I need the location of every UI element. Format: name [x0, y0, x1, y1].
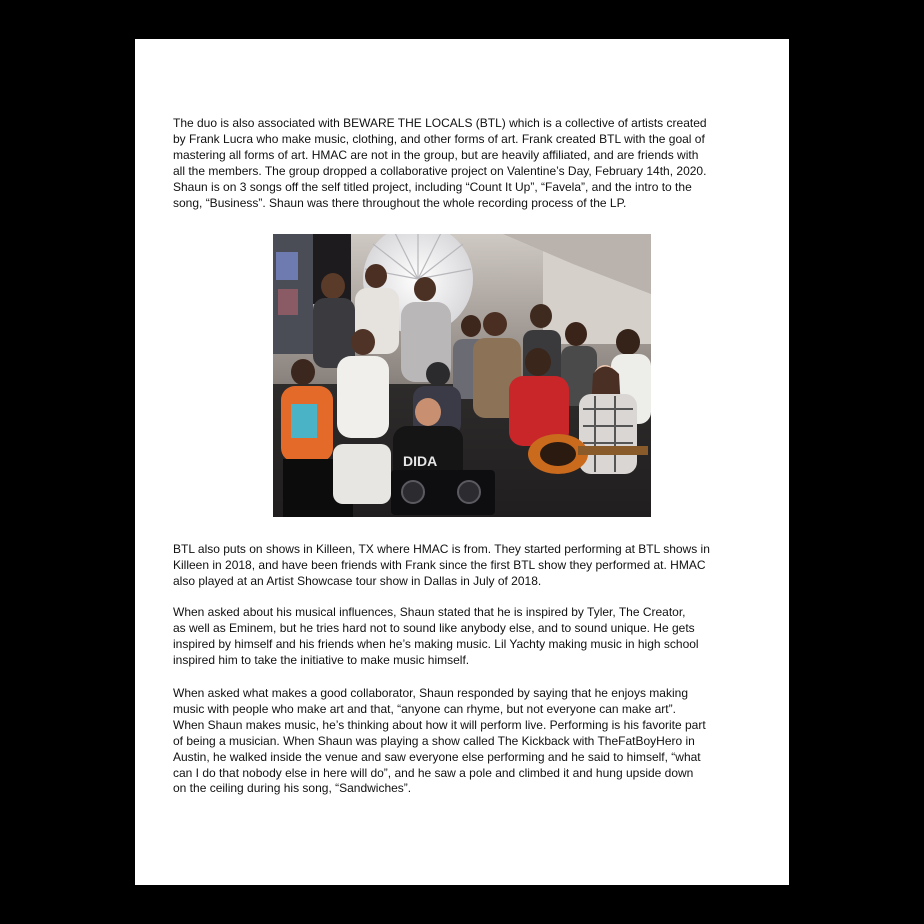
text-line: When Shaun makes music, he’s thinking about how it will perform live. Performing is his favorite part	[173, 717, 706, 732]
text-line: Shaun is on 3 songs off the self titled project, including “Count It Up”, “Favela”, and the intro to the	[173, 179, 692, 194]
text-line: The duo is also associated with BEWARE THE LOCALS (BTL) which is a collective of artists created	[173, 116, 707, 130]
shirt-print: DIDA	[403, 453, 438, 469]
text-line: of being a musician. When Shaun was playing a show called The Kickback with TheFatBoyHero in	[173, 733, 695, 748]
text-line: When asked what makes a good collaborator, Shaun responded by saying that he enjoys making	[173, 686, 688, 700]
text-line: inspired by himself and his friends when he’s making music. Lil Yachty making music in high school	[173, 636, 699, 651]
text-line: BTL also puts on shows in Killeen, TX where HMAC is from. They started performing at BTL shows in	[173, 542, 710, 556]
text-line: Killeen in 2018, and have been friends with Frank since the first BTL show they performed at. HMAC	[173, 557, 706, 572]
text-line: as well as Eminem, but he tries hard not to sound like anybody else, and to sound unique. He gets	[173, 620, 695, 635]
text-line: mastering all forms of art. HMAC are not in the group, but are heavily affiliated, and are friends with	[173, 147, 699, 162]
text-line: song, “Business”. Shaun was there throughout the whole recording process of the LP.	[173, 195, 627, 210]
group-photo	[273, 234, 651, 517]
text-line: by Frank Lucra who make music, clothing, and other forms of art. Frank created BTL with the goal of	[173, 131, 705, 146]
paragraph-influences	[173, 605, 753, 669]
text-line: When asked about his musical influences, Shaun stated that he is inspired by Tyler, The Creator,	[173, 605, 686, 619]
text-line: can I do that nobody else in here will do”, and he saw a pole and climbed it and hung upside down	[173, 765, 694, 780]
document-page	[135, 39, 789, 885]
paragraph-collaborator	[173, 686, 753, 797]
text-line: all the members. The group dropped a collaborative project on Valentine’s Day, February 14th, 2020.	[173, 163, 707, 178]
text-line: also played at an Artist Showcase tour show in Dallas in July of 2018.	[173, 573, 542, 588]
text-line: on the ceiling during his song, “Sandwiches”.	[173, 781, 412, 796]
text-line: inspired him to take the initiative to make music himself.	[173, 652, 470, 667]
paragraph-killeen-shows	[173, 542, 753, 590]
paragraph-btl-intro	[173, 116, 753, 211]
text-line: Austin, he walked inside the venue and saw everyone else performing and he said to himself, “what	[173, 749, 701, 764]
text-line: music with people who make art and that, “anyone can rhyme, but not everyone can make art”.	[173, 701, 676, 716]
